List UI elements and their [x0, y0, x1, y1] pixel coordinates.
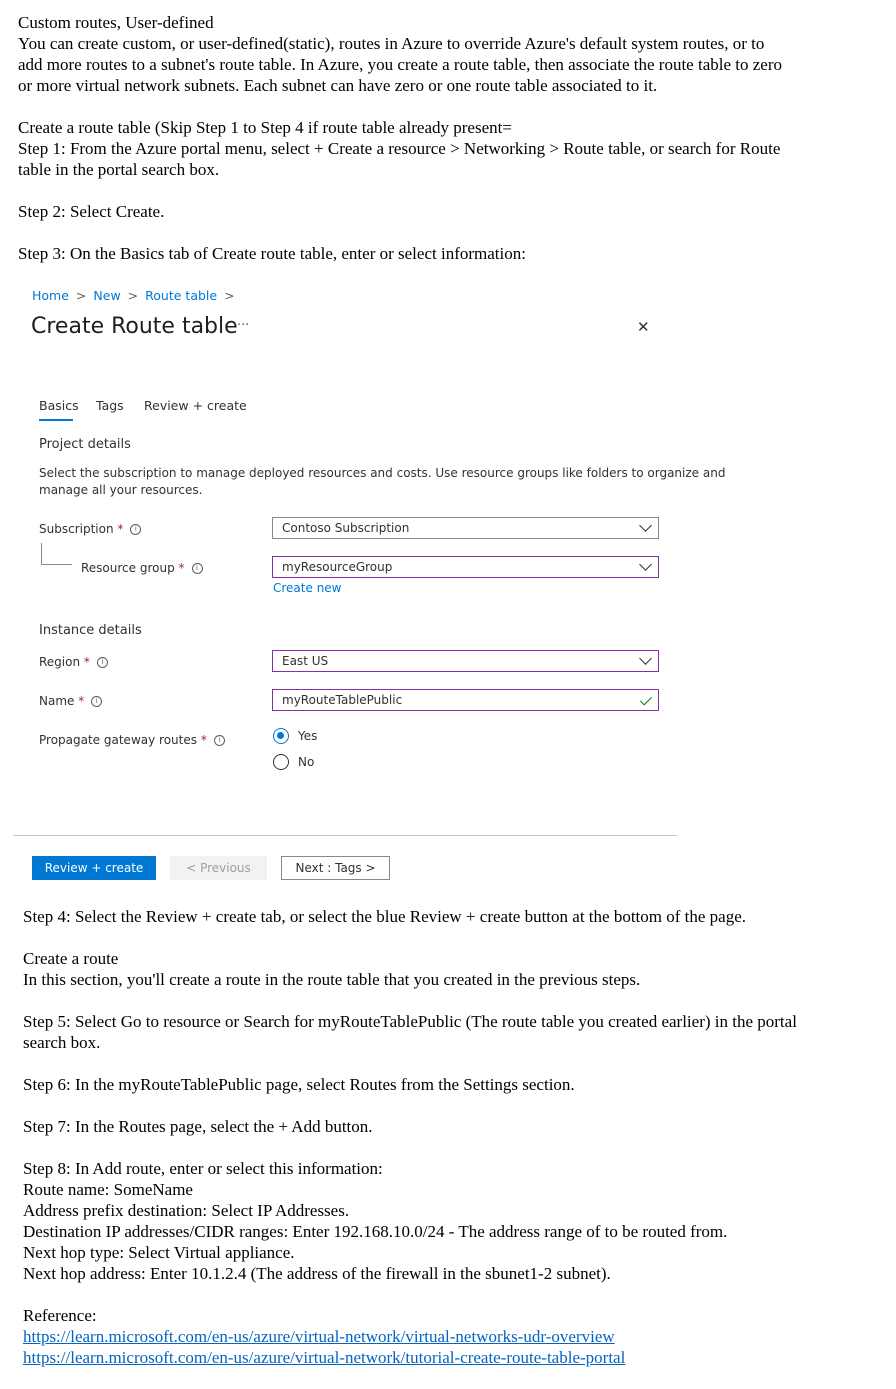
required-mark: *	[83, 655, 90, 669]
intro-heading: Custom routes, User-defined	[18, 13, 214, 32]
subscription-label: Subscription * i	[39, 522, 141, 536]
reference-label: Reference:	[23, 1306, 97, 1325]
create-new-link[interactable]: Create new	[273, 581, 342, 595]
step4-text: Step 4: Select the Review + create tab, or select the blue Review + create button at the bottom of the page.	[23, 907, 747, 926]
region-select[interactable]: East US	[272, 650, 659, 672]
chevron-down-icon	[639, 519, 652, 532]
required-mark: *	[200, 733, 207, 747]
page-title: Create Route table	[31, 314, 238, 339]
chevron-right-icon: >	[75, 288, 87, 303]
chevron-down-icon	[639, 558, 652, 571]
destination-ip-text: Destination IP addresses/CIDR ranges: Enter 192.168.10.0/24 - The address range of to be routed from.	[23, 1222, 728, 1241]
radio-yes-label: Yes	[298, 729, 318, 743]
next-hop-address-text: Next hop address: Enter 10.1.2.4 (The address of the firewall in the sbunet1-2 subnet).	[23, 1264, 611, 1283]
step3-text: Step 3: On the Basics tab of Create route table, enter or select information:	[18, 244, 526, 263]
step8-text: Step 8: In Add route, enter or select this information:	[23, 1159, 383, 1178]
breadcrumb-home[interactable]: Home	[32, 288, 69, 303]
tree-connector-horizontal	[41, 564, 72, 565]
create-route-heading: Create a route	[23, 949, 119, 968]
tab-tags[interactable]: Tags	[96, 398, 124, 413]
info-icon[interactable]: i	[97, 657, 108, 668]
footer-divider	[13, 835, 677, 836]
required-mark: *	[78, 694, 85, 708]
radio-yes[interactable]	[273, 728, 289, 744]
info-icon[interactable]: i	[130, 524, 141, 535]
name-input[interactable]: myRouteTablePublic	[272, 689, 659, 711]
tab-review-create[interactable]: Review + create	[144, 398, 247, 413]
step1-line-2: table in the portal search box.	[18, 160, 220, 179]
info-icon[interactable]: i	[192, 563, 203, 574]
breadcrumb-route-table[interactable]: Route table	[145, 288, 218, 303]
step5-line-1: Step 5: Select Go to resource or Search for myRouteTablePublic (The route table you created earlier) in the portal	[23, 1012, 797, 1031]
name-label: Name * i	[39, 694, 102, 708]
resource-group-label: Resource group * i	[81, 561, 203, 575]
propagate-label: Propagate gateway routes * i	[39, 733, 225, 747]
required-mark: *	[178, 561, 185, 575]
step7-text: Step 7: In the Routes page, select the + Add button.	[23, 1117, 373, 1136]
address-prefix-text: Address prefix destination: Select IP Addresses.	[23, 1201, 350, 1220]
step6-text: Step 6: In the myRouteTablePublic page, select Routes from the Settings section.	[23, 1075, 575, 1094]
step5-line-2: search box.	[23, 1033, 101, 1052]
breadcrumb-new[interactable]: New	[93, 288, 121, 303]
chevron-right-icon: >	[127, 288, 139, 303]
radio-no[interactable]	[273, 754, 289, 770]
active-tab-indicator	[39, 419, 73, 421]
create-route-description: In this section, you'll create a route in the route table that you created in the previous steps.	[23, 970, 641, 989]
chevron-right-icon: >	[224, 288, 235, 303]
reference-link-1[interactable]: https://learn.microsoft.com/en-us/azure/virtual-network/virtual-networks-udr-overview	[23, 1327, 615, 1346]
more-options-icon[interactable]: ···	[237, 318, 250, 333]
resource-group-select[interactable]: myResourceGroup	[272, 556, 659, 578]
breadcrumb	[32, 288, 242, 303]
intro-line-3: or more virtual network subnets. Each subnet can have zero or one route table associated to it.	[18, 76, 658, 95]
checkmark-icon	[640, 693, 652, 705]
create-table-heading: Create a route table (Skip Step 1 to Step 4 if route table already present=	[18, 118, 512, 137]
step1-line-1: Step 1: From the Azure portal menu, select + Create a resource > Networking > Route table, or search for Route	[18, 139, 781, 158]
project-details-heading: Project details	[39, 437, 131, 452]
region-label: Region * i	[39, 655, 108, 669]
project-description-2: manage all your resources.	[39, 483, 203, 497]
next-tags-button[interactable]: Next : Tags >	[281, 856, 390, 880]
required-mark: *	[117, 522, 124, 536]
info-icon[interactable]: i	[91, 696, 102, 707]
tab-basics[interactable]: Basics	[39, 398, 79, 413]
info-icon[interactable]: i	[214, 735, 225, 746]
next-hop-type-text: Next hop type: Select Virtual appliance.	[23, 1243, 295, 1262]
intro-line-2: add more routes to a subnet's route table. In Azure, you create a route table, then associate the route table to zero	[18, 55, 782, 74]
previous-button[interactable]: < Previous	[170, 856, 267, 880]
intro-line-1: You can create custom, or user-defined(static), routes in Azure to override Azure's default system routes, or to	[18, 34, 765, 53]
radio-no-label: No	[298, 755, 315, 769]
instance-details-heading: Instance details	[39, 623, 142, 638]
step2-text: Step 2: Select Create.	[18, 202, 165, 221]
reference-link-2[interactable]: https://learn.microsoft.com/en-us/azure/virtual-network/tutorial-create-route-table-portal	[23, 1348, 626, 1367]
chevron-down-icon	[639, 652, 652, 665]
route-name-text: Route name: SomeName	[23, 1180, 193, 1199]
tree-connector	[41, 543, 42, 565]
project-description-1: Select the subscription to manage deployed resources and costs. Use resource groups like folders to organize and	[39, 466, 726, 480]
close-icon[interactable]: ✕	[637, 318, 650, 336]
subscription-select[interactable]: Contoso Subscription	[272, 517, 659, 539]
review-create-button[interactable]: Review + create	[32, 856, 156, 880]
